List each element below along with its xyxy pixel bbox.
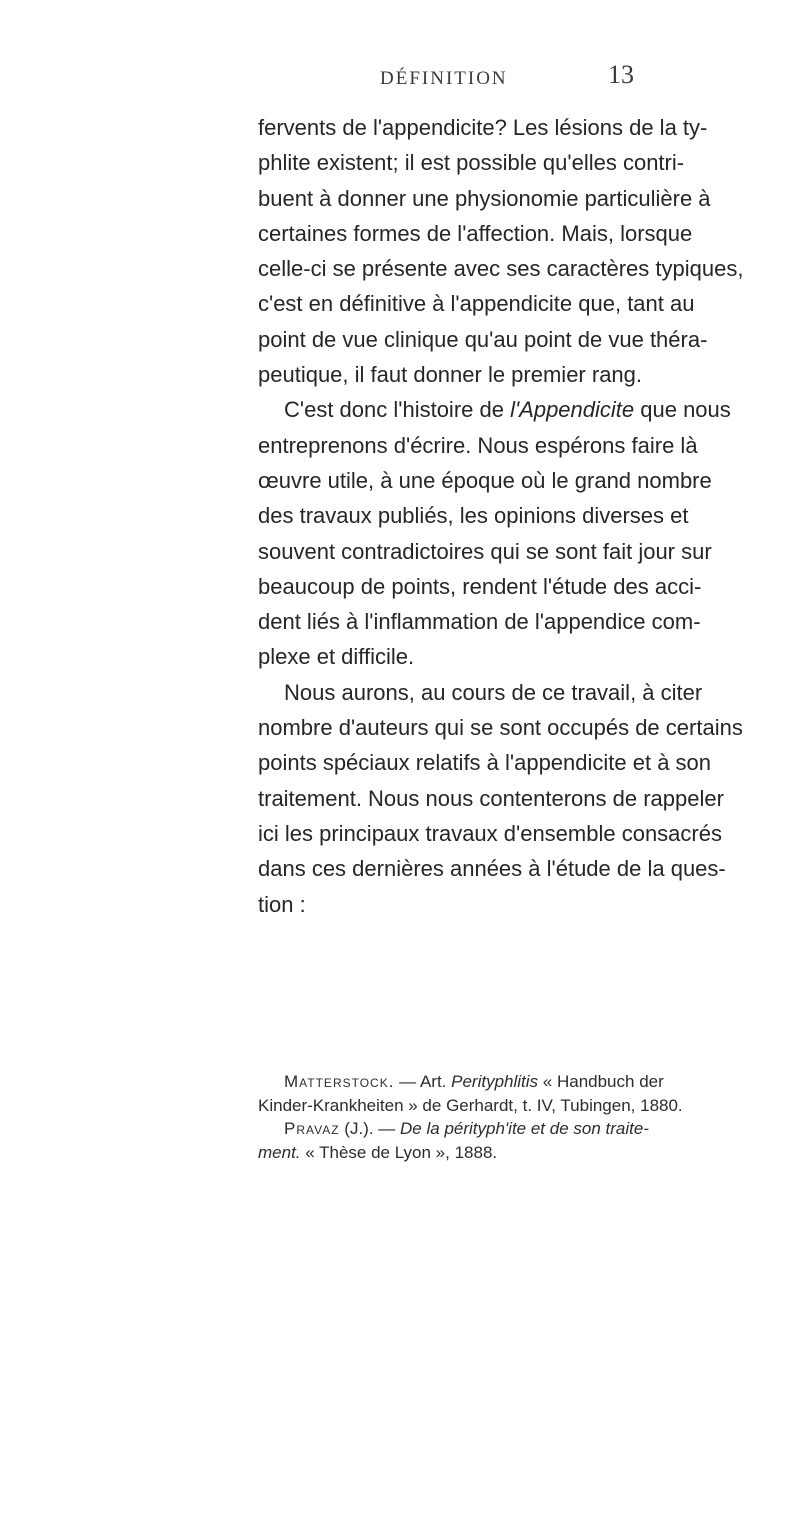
text-line: c'est en définitive à l'appendicite que, tant au — [258, 291, 695, 317]
text-line: beaucoup de points, rendent l'étude des acci- — [258, 573, 702, 599]
text-line: dent liés à l'inflammation de l'appendice com- — [258, 609, 701, 635]
text-line: certaines formes de l'affection. Mais, lorsque — [258, 220, 693, 246]
text-line: œuvre utile, à une époque où le grand nombre — [258, 467, 712, 493]
text-line: phlite existent; il est possible qu'elles contri- — [258, 150, 685, 176]
running-head — [0, 58, 800, 98]
page-number: 13 — [608, 60, 634, 89]
reference-title: De la pérityph'ite et de son traite- — [400, 1119, 649, 1139]
reference-entry — [258, 1070, 664, 1094]
text-line: points spéciaux relatifs à l'appendicite et à son — [258, 750, 712, 776]
running-title: DÉFINITION — [380, 68, 508, 89]
reference-title: ment. — [258, 1142, 301, 1162]
text-segment: C'est donc l'histoire de — [284, 397, 511, 423]
text-line: peutique, il faut donner le premier rang. — [258, 362, 643, 388]
reference-author: Pravaz — [284, 1119, 340, 1139]
reference-line: Kinder-Krankheiten » de Gerhardt, t. IV, Tubingen, 1880. — [258, 1095, 683, 1115]
text-line: des travaux publiés, les opinions diverses et — [258, 503, 689, 529]
reference-entry — [258, 1117, 649, 1141]
body-text — [258, 110, 744, 922]
text-segment: (J.). — — [339, 1119, 401, 1139]
text-line: tion : — [258, 891, 306, 917]
paragraph-start-line — [258, 392, 731, 427]
reference-title: Perityphlitis — [451, 1072, 539, 1091]
text-line: ici les principaux travaux d'ensemble consacrés — [258, 820, 722, 846]
text-line: entreprenons d'écrire. Nous espérons faire là — [258, 432, 698, 458]
text-line: souvent contradictoires qui se sont fait jour sur — [258, 538, 712, 564]
text-line: nombre d'auteurs qui se sont occupés de certains — [258, 715, 743, 741]
text-line: buent à donner une physionomie particulière à — [258, 185, 711, 211]
text-line: celle-ci se présente avec ses caractères typiques, — [258, 256, 744, 282]
italic-term: l'Appendicite — [510, 397, 635, 423]
reference-author: Matterstock. — [284, 1072, 395, 1091]
text-line: point de vue clinique qu'au point de vue théra- — [258, 326, 708, 352]
text-line: traitement. Nous nous contenterons de rappeler — [258, 785, 724, 811]
text-segment: — Art. — [394, 1072, 452, 1091]
bibliography — [258, 1070, 683, 1164]
text-line: plexe et difficile. — [258, 644, 415, 670]
paragraph-start-line: Nous aurons, au cours de ce travail, à citer — [284, 679, 703, 705]
text-line: dans ces dernières années à l'étude de la ques- — [258, 856, 726, 882]
text-segment: « Handbuch der — [538, 1072, 664, 1091]
reference-line — [258, 1141, 628, 1165]
text-segment: « Thèse de Lyon », 1888. — [300, 1142, 498, 1162]
text-segment: que nous — [634, 397, 731, 423]
text-line: fervents de l'appendicite? Les lésions de la ty- — [258, 115, 708, 140]
